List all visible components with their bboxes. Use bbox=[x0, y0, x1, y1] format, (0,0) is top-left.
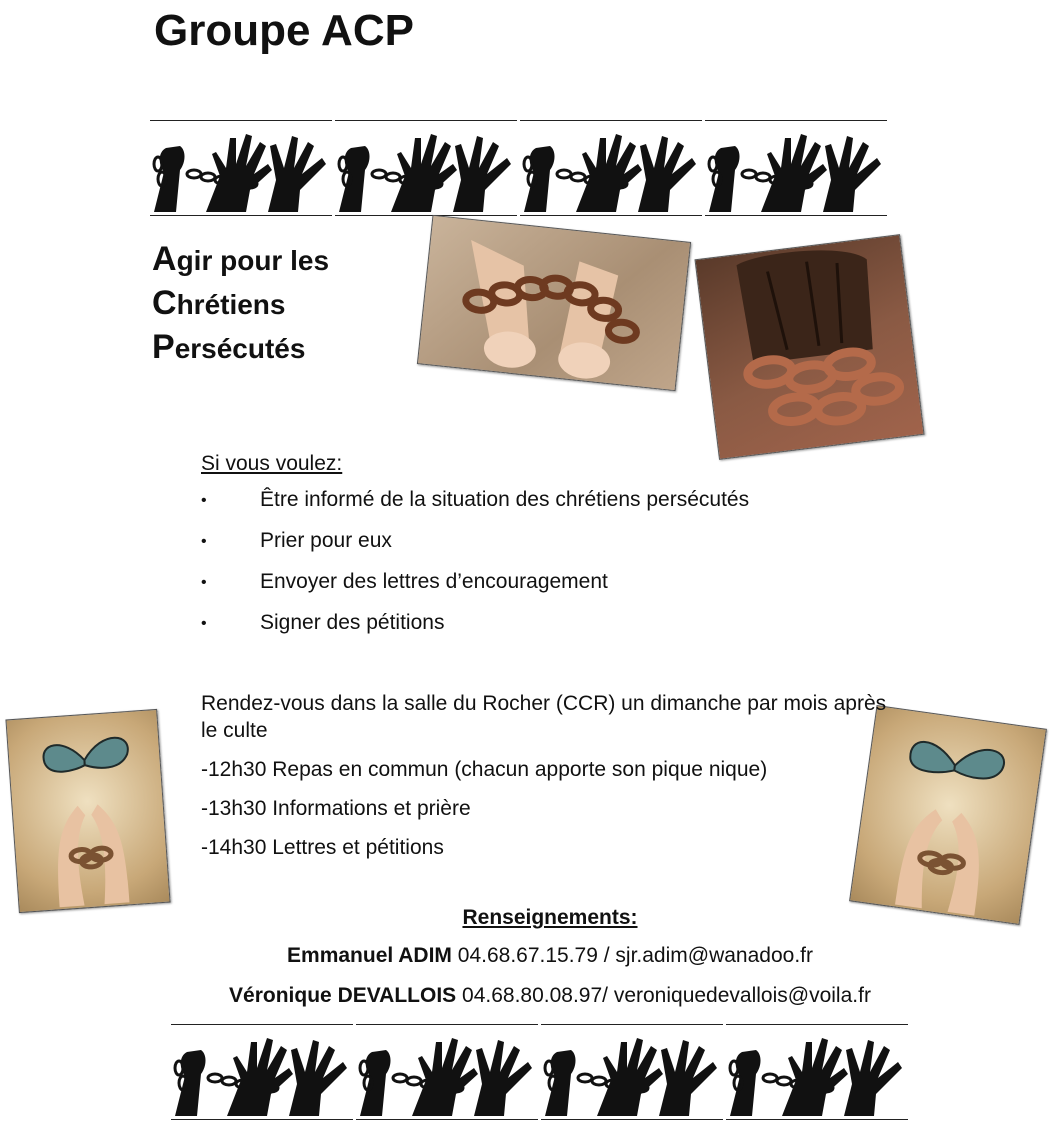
banner-tile bbox=[356, 1024, 538, 1120]
list-item bbox=[201, 611, 749, 652]
acronym-line bbox=[152, 326, 329, 370]
butterfly-chained-hands-photo bbox=[5, 709, 170, 913]
top-banner bbox=[150, 120, 887, 216]
meeting-description: Rendez-vous dans la salle du Rocher (CCR) un dimanche par mois après le culte bbox=[201, 692, 887, 742]
chained-hands-icon bbox=[356, 1028, 538, 1116]
contact-line bbox=[0, 984, 1056, 1008]
list-item-text: Envoyer des lettres d’encouragement bbox=[260, 570, 608, 593]
banner-tile bbox=[705, 120, 887, 216]
list-item bbox=[201, 570, 749, 611]
acronym-initial: C bbox=[152, 284, 177, 322]
contact-name: Emmanuel ADIM bbox=[287, 944, 452, 967]
chained-hands-icon bbox=[335, 124, 517, 212]
bottom-banner bbox=[171, 1024, 908, 1120]
contact-details: 04.68.80.08.97/ veroniquedevallois@voila.fr bbox=[456, 984, 871, 1007]
chained-wrists-photo bbox=[417, 215, 691, 391]
chained-hands-icon bbox=[171, 1028, 353, 1116]
acronym-initial: P bbox=[152, 328, 175, 366]
contact-name: Véronique DEVALLOIS bbox=[229, 984, 457, 1007]
schedule-item: -13h30 Informations et prière bbox=[201, 797, 471, 820]
list-item-text: Signer des pétitions bbox=[260, 611, 445, 634]
chained-fists-photo bbox=[694, 234, 924, 460]
acronym-rest: ersécutés bbox=[174, 333, 306, 364]
list-item-text: Prier pour eux bbox=[260, 529, 392, 552]
acronym-rest: hrétiens bbox=[176, 289, 286, 320]
list-item bbox=[201, 529, 749, 570]
page-title: Groupe ACP bbox=[154, 6, 414, 55]
schedule-item: -14h30 Lettres et pétitions bbox=[201, 836, 444, 859]
contact-details: 04.68.67.15.79 / sjr.adim@wanadoo.fr bbox=[451, 944, 813, 967]
chained-hands-icon bbox=[150, 124, 332, 212]
acronym-initial: A bbox=[152, 240, 177, 278]
acronym-line bbox=[152, 282, 329, 326]
intro-label: Si vous voulez: bbox=[201, 452, 343, 475]
bullet-icon: • bbox=[201, 615, 207, 632]
contact-line bbox=[0, 944, 1056, 968]
banner-tile bbox=[541, 1024, 723, 1120]
list-item bbox=[201, 488, 749, 529]
acronym-line bbox=[152, 238, 329, 282]
banner-tile bbox=[335, 120, 517, 216]
bullet-icon: • bbox=[201, 492, 207, 509]
bullet-icon: • bbox=[201, 533, 207, 550]
acronym-rest: gir pour les bbox=[176, 245, 330, 276]
chained-hands-icon bbox=[726, 1028, 908, 1116]
banner-tile bbox=[520, 120, 702, 216]
chained-hands-icon bbox=[520, 124, 702, 212]
info-heading: Renseignements: bbox=[462, 906, 638, 929]
banner-tile bbox=[171, 1024, 353, 1120]
banner-tile bbox=[150, 120, 332, 216]
activities-list bbox=[201, 488, 749, 652]
acronym-block bbox=[152, 238, 329, 370]
schedule-item: -12h30 Repas en commun (chacun apporte son pique nique) bbox=[201, 758, 768, 781]
list-item-text: Être informé de la situation des chrétiens persécutés bbox=[260, 488, 750, 511]
bullet-icon: • bbox=[201, 574, 207, 591]
banner-tile bbox=[726, 1024, 908, 1120]
chained-hands-icon bbox=[705, 124, 887, 212]
chained-hands-icon bbox=[541, 1028, 723, 1116]
